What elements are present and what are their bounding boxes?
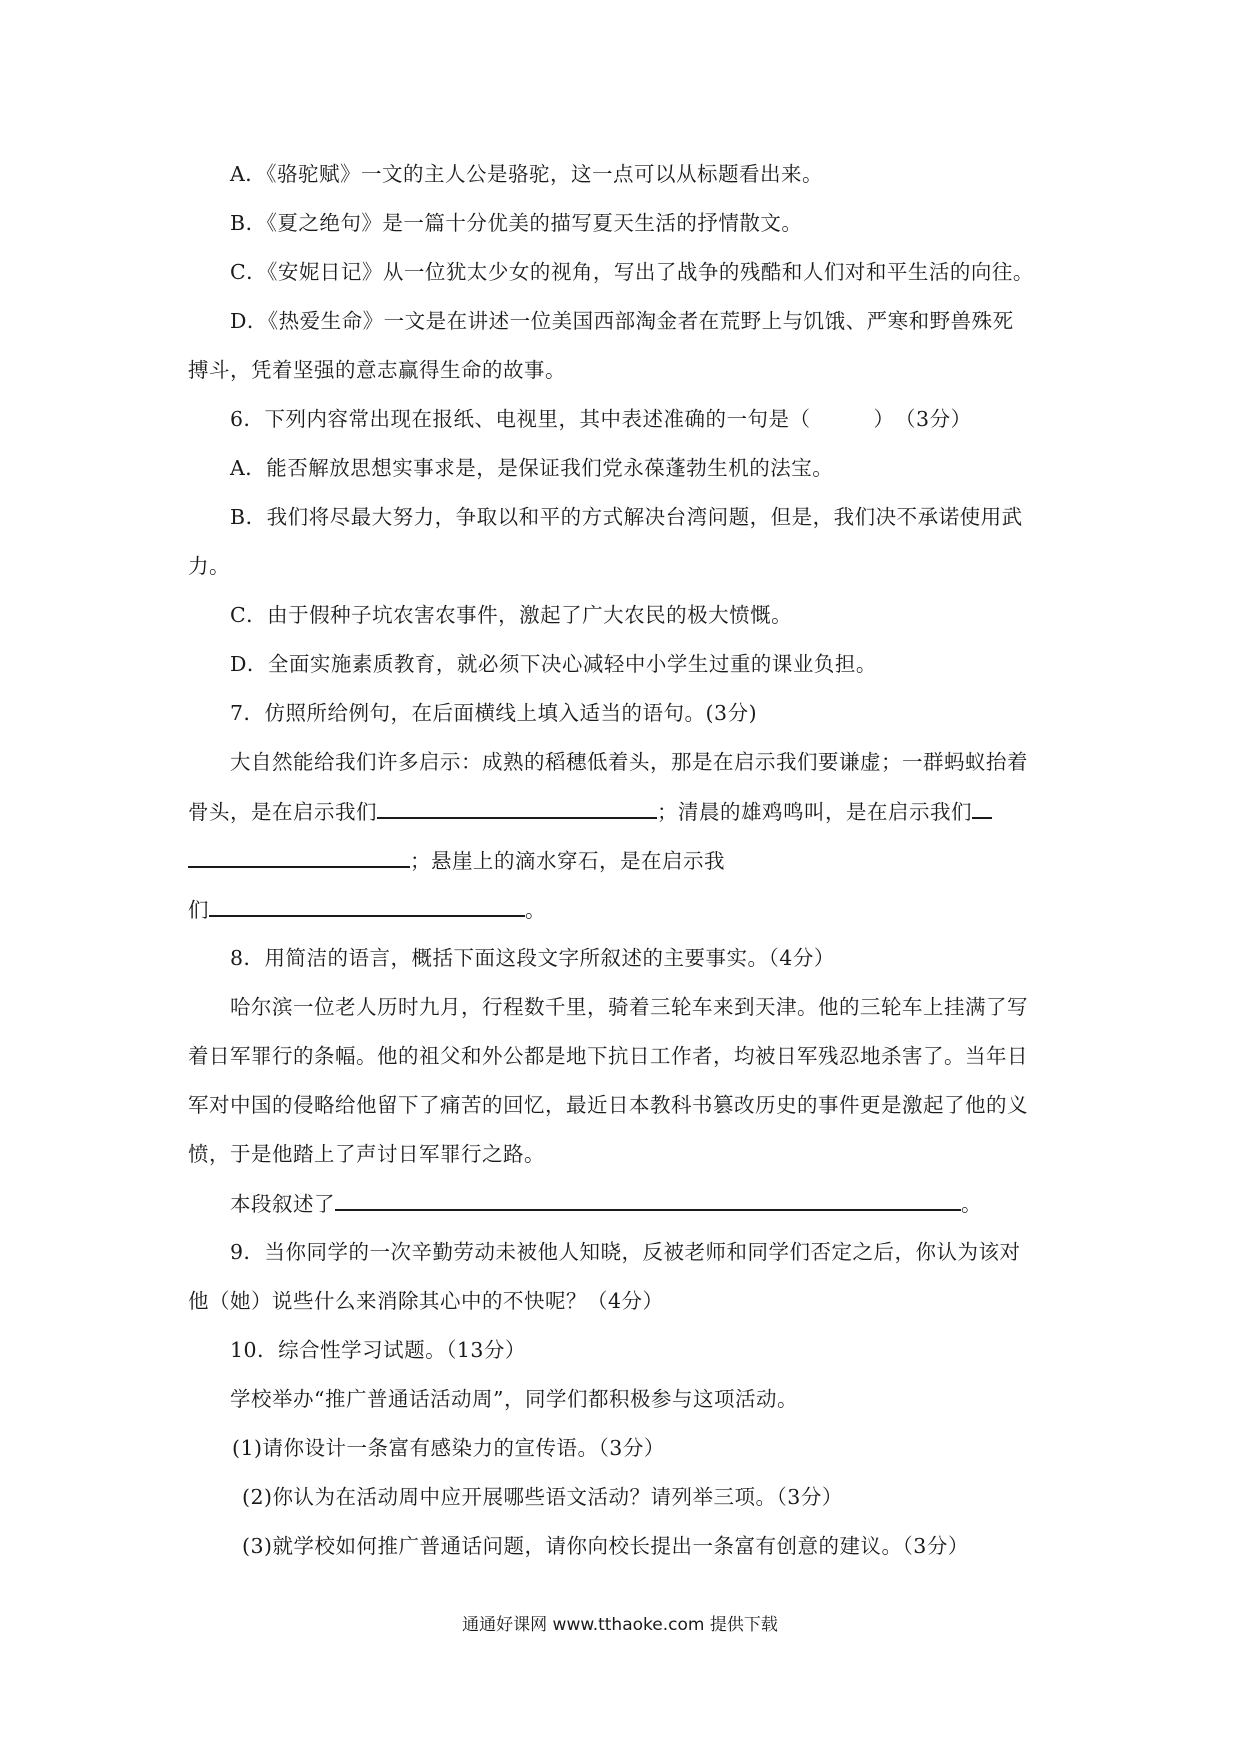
q10-intro: 学校举办“推广普通话活动周”，同学们都积极参与这项活动。 xyxy=(230,1387,798,1411)
q9-line1: 9．当你同学的一次辛勤劳动未被他人知晓，反被老师和同学们否定之后，你认为该对 xyxy=(230,1240,1021,1264)
q5-option-c: C．《安妮日记》从一位犹太少女的视角，写出了战争的残酷和人们对和平生活的向往。 xyxy=(230,260,1034,284)
page-footer: 通通好课网 www.tthaoke.com 提供下载 xyxy=(462,1615,778,1635)
q10-sub2: (2)你认为在活动周中应开展哪些语文活动？请列举三项。（3分） xyxy=(242,1485,843,1509)
q6-option-b-line1: B．我们将尽最大努力，争取以和平的方式解决台湾问题，但是，我们决不承诺使用武 xyxy=(230,505,1023,529)
q7-line3-text: ；悬崖上的滴水穿石，是在启示我 xyxy=(410,849,725,873)
q8-answer-blank[interactable] xyxy=(335,1189,961,1211)
q5-option-a: A．《骆驼赋》一文的主人公是骆驼，这一点可以从标题看出来。 xyxy=(230,162,824,186)
q8-stem: 8．用简洁的语言，概括下面这段文字所叙述的主要事实。（4分） xyxy=(230,946,835,970)
q9-line2: 他（她）说些什么来消除其心中的不快呢？（4分） xyxy=(188,1289,664,1313)
q10-stem: 10．综合性学习试题。（13分） xyxy=(230,1338,526,1362)
q7-answer-blank-2[interactable] xyxy=(188,846,410,868)
q7-line4-text-a: 们 xyxy=(188,898,209,922)
q6-option-b-line2: 力。 xyxy=(188,554,230,578)
q7-stem: 7．仿照所给例句，在后面横线上填入适当的语句。(3分) xyxy=(230,701,758,725)
q8-passage-line1: 哈尔滨一位老人历时九月，行程数千里，骑着三轮车来到天津。他的三轮车上挂满了写 xyxy=(230,995,1028,1019)
q8-passage-line4: 愤，于是他踏上了声讨日军罪行之路。 xyxy=(188,1142,545,1166)
q7-line1: 大自然能给我们许多启示：成熟的稻穗低着头，那是在启示我们要谦虚；一群蚂蚁抬着 xyxy=(230,750,1028,774)
q7-line2-text-a: 骨头，是在启示我们 xyxy=(188,800,377,824)
q6-option-c: C．由于假种子坑农害农事件，激起了广大农民的极大愤慨。 xyxy=(230,603,793,627)
q7-answer-blank-2-start[interactable] xyxy=(972,797,992,819)
q7-line4 xyxy=(188,895,546,924)
q7-line3 xyxy=(188,846,725,875)
q7-answer-blank-1[interactable] xyxy=(377,797,657,819)
q10-sub1: (1)请你设计一条富有感染力的宣传语。（3分） xyxy=(232,1436,665,1460)
q6-stem: 6．下列内容常出现在报纸、电视里，其中表述准确的一句是（ ） （3分） xyxy=(230,407,972,431)
q10-sub3: (3)就学校如何推广普通话问题，请你向校长提出一条富有创意的建议。（3分） xyxy=(242,1534,969,1558)
q6-option-d: D．全面实施素质教育，就必须下决心减轻中小学生过重的课业负担。 xyxy=(230,652,877,676)
q5-option-d-line2: 搏斗，凭着坚强的意志赢得生命的故事。 xyxy=(188,358,566,382)
q5-option-b: B．《夏之绝句》是一篇十分优美的描写夏天生活的抒情散文。 xyxy=(230,211,803,235)
q7-line2-text-b: ；清晨的雄鸡鸣叫，是在启示我们 xyxy=(657,800,972,824)
q5-option-d-line1: D．《热爱生命》一文是在讲述一位美国西部淘金者在荒野上与饥饿、严寒和野兽殊死 xyxy=(230,309,1014,333)
q7-line2 xyxy=(188,797,992,826)
q8-passage-line3: 军对中国的侵略给他留下了痛苦的回忆，最近日本教科书篡改历史的事件更是激起了他的义 xyxy=(188,1093,1028,1117)
q8-answer-line xyxy=(230,1189,982,1218)
q8-answer-suffix: 。 xyxy=(961,1192,982,1216)
q7-line4-text-b: 。 xyxy=(525,898,546,922)
q7-answer-blank-3[interactable] xyxy=(209,895,525,917)
q8-answer-prefix: 本段叙述了 xyxy=(230,1192,335,1216)
q6-option-a: A．能否解放思想实事求是，是保证我们党永葆蓬勃生机的法宝。 xyxy=(230,456,834,480)
q8-passage-line2: 着日军罪行的条幅。他的祖父和外公都是地下抗日工作者，均被日军残忍地杀害了。当年日 xyxy=(188,1044,1028,1068)
